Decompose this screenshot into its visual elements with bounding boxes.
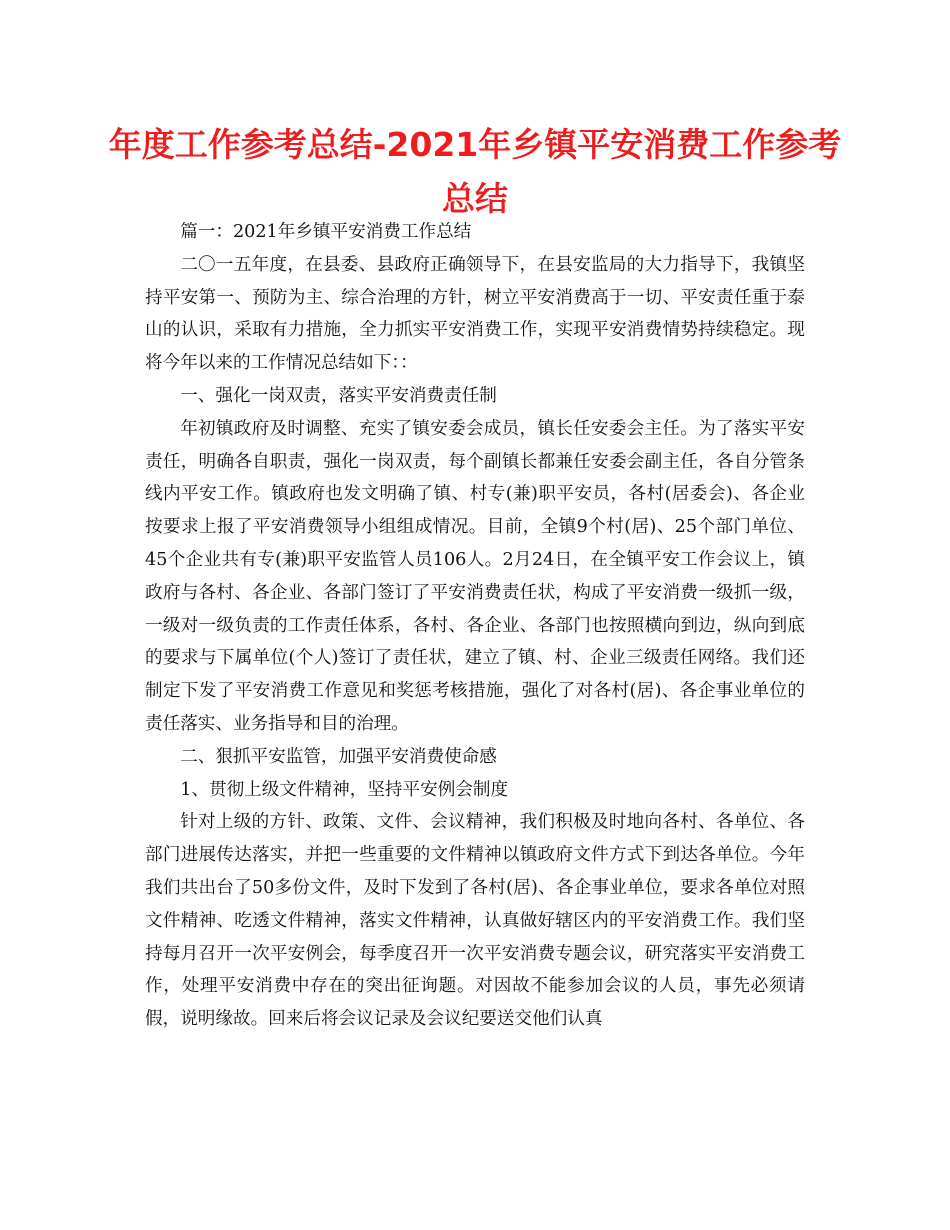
document-body — [145, 216, 805, 1036]
section-heading: 篇一：2021年乡镇平安消费工作总结 — [180, 222, 472, 242]
section-heading: 一、强化一岗双责，落实平安消费责任制 — [180, 385, 497, 406]
subsection-heading: 1、贯彻上级文件精神，坚持平安例会制度 — [180, 779, 509, 800]
body-paragraph: 年初镇政府及时调整、充实了镇安委会成员，镇长任安委会主任。为了落实平安责任，明确各自职责，强化一岗双责，每个副镇长都兼任安委会副主任，各自分管条线内平安工作。镇政府也发文明确了镇、村专(兼)职平安员，各村(居委会)、各企业按要求上报了平安消费领导小组组成情况。目前，全镇9个村(居)、25个部门单位、45个企业共有专(兼)职平安监管人员106人。2月24日，在全镇平安工作会议上，镇政府与各村、各企业、各部门签订了平安消费责任状，构成了平安消费一级抓一级，一级对一级负责的工作责任体系，各村、各企业、各部门也按照横向到边，纵向到底的要求与下属单位(个人)签订了责任状，建立了镇、村、企业三级责任网络。我们还制定下发了平安消费工作意见和奖惩考核措施，强化了对各村(居)、各企事业单位的责任落实、业务指导和目的治理。 — [145, 418, 805, 734]
body-paragraph: 二〇一五年度，在县委、县政府正确领导下，在县安监局的大力指导下，我镇坚持平安第一、预防为主、综合治理的方针，树立平安消费高于一切、平安责任重于泰山的认识，采取有力措施，全力抓实平安消费工作，实现平安消费情势持续稳定。现将今年以来的工作情况总结如下：： — [145, 254, 805, 374]
body-paragraph: 针对上级的方针、政策、文件、会议精神，我们积极及时地向各村、各单位、各部门进展传达落实，并把一些重要的文件精神以镇政府文件方式下到达各单位。今年我们共出台了50多份文件，及时下发到了各村(居)、各企事业单位，要求各单位对照文件精神、吃透文件精神，落实文件精神，认真做好辖区内的平安消费工作。我们坚持每月召开一次平安例会，每季度召开一次平安消费专题会议，研究落实平安消费工作，处理平安消费中存在的突出征询题。对因故不能参加会议的人员，事先必须请假，说明缘故。回来后将会议记录及会议纪要送交他们认真 — [145, 812, 805, 1030]
section-heading: 二、狠抓平安监管，加强平安消费使命感 — [180, 746, 497, 767]
document-title: 年度工作参考总结-2021年乡镇平安消费工作参考总结 — [108, 125, 842, 218]
